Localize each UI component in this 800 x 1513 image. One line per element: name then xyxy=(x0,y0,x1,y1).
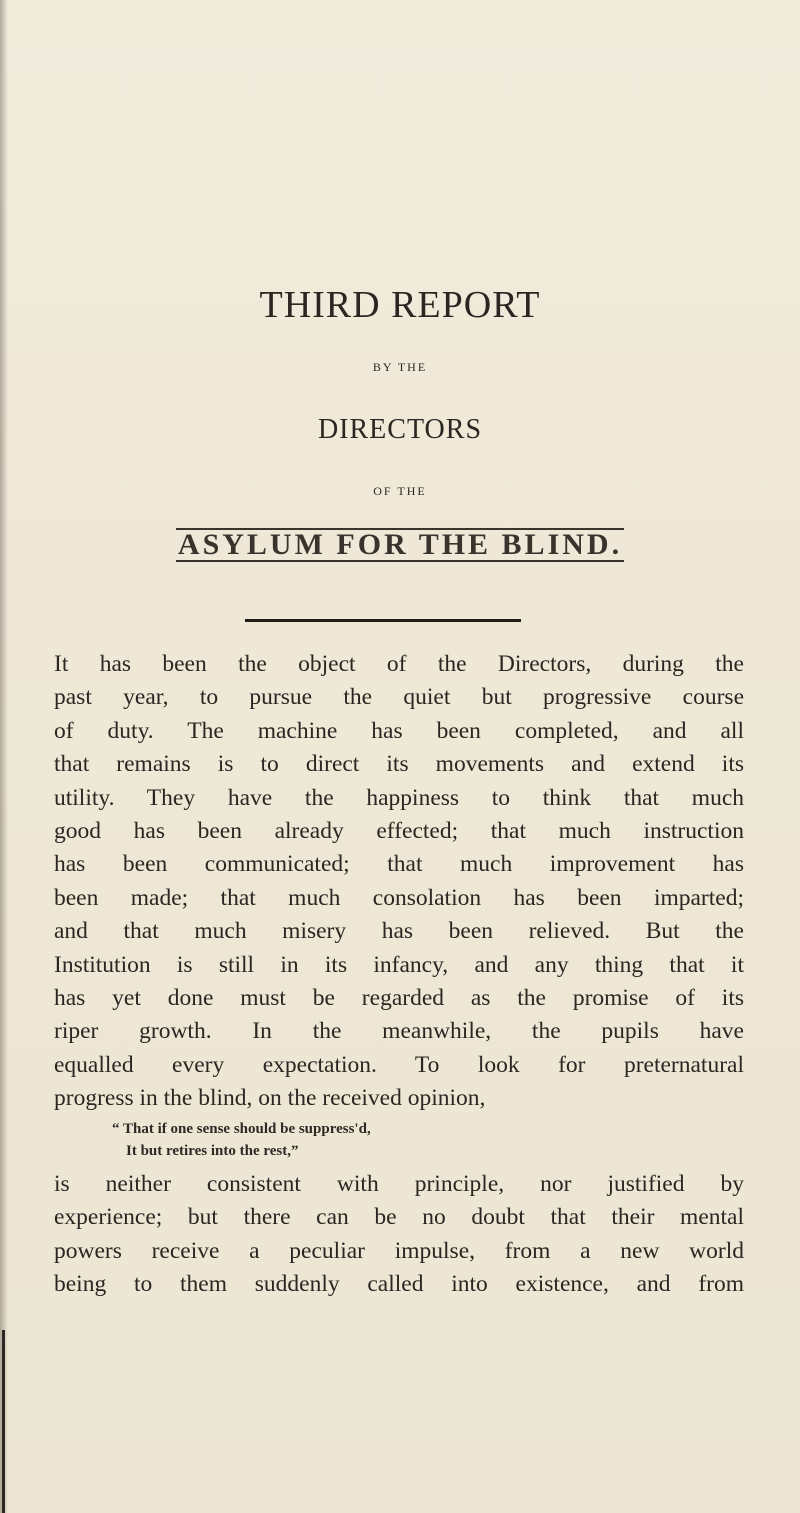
quote-line: It but retires into the rest,” xyxy=(126,1142,299,1159)
quote-line: “ That if one sense should be suppress'd, xyxy=(112,1120,371,1137)
of-the-label: OF THE xyxy=(373,484,427,498)
institution-name-text: ASYLUM FOR THE BLIND. xyxy=(177,528,623,561)
body-line: equalled every expectation. To look for preternatural xyxy=(54,1051,744,1078)
body-line: utility. They have the happiness to think that much xyxy=(54,784,744,811)
body-line: is neither consistent with principle, nor justified by xyxy=(54,1170,744,1197)
body-line: powers receive a peculiar impulse, from a new world xyxy=(54,1237,744,1264)
body-line: and that much misery has been relieved. But the xyxy=(54,918,744,945)
report-body xyxy=(54,648,744,1301)
body-line: being to them suddenly called into existence, and from xyxy=(54,1270,744,1297)
body-line: riper growth. In the meanwhile, the pupils have xyxy=(54,1018,744,1045)
institution-name xyxy=(0,528,800,562)
verse-quotation xyxy=(112,1118,744,1162)
body-line: Institution is still in its infancy, and any thing that it xyxy=(54,951,744,978)
section-divider xyxy=(245,619,521,622)
directors-heading: DIRECTORS xyxy=(317,414,483,445)
page-edge-line xyxy=(2,1330,5,1513)
body-line: has been communicated; that much improvement has xyxy=(54,851,744,878)
body-line: been made; that much consolation has been imparted; xyxy=(54,884,744,911)
body-line: past year, to pursue the quiet but progressive course xyxy=(54,684,744,711)
body-line: that remains is to direct its movements and extend its xyxy=(54,751,744,778)
body-line: experience; but there can be no doubt that their mental xyxy=(54,1204,744,1231)
body-line: has yet done must be regarded as the promise of its xyxy=(54,985,744,1012)
by-the-label: BY THE xyxy=(372,360,428,374)
body-line: It has been the object of the Directors, during the xyxy=(54,651,744,677)
spine-shadow xyxy=(0,0,8,1513)
body-line: of duty. The machine has been completed, and all xyxy=(54,717,744,744)
body-line: good has been already effected; that much instruction xyxy=(54,818,744,845)
body-line: progress in the blind, on the received opinion, xyxy=(54,1085,486,1112)
report-title: THIRD REPORT xyxy=(259,284,541,326)
